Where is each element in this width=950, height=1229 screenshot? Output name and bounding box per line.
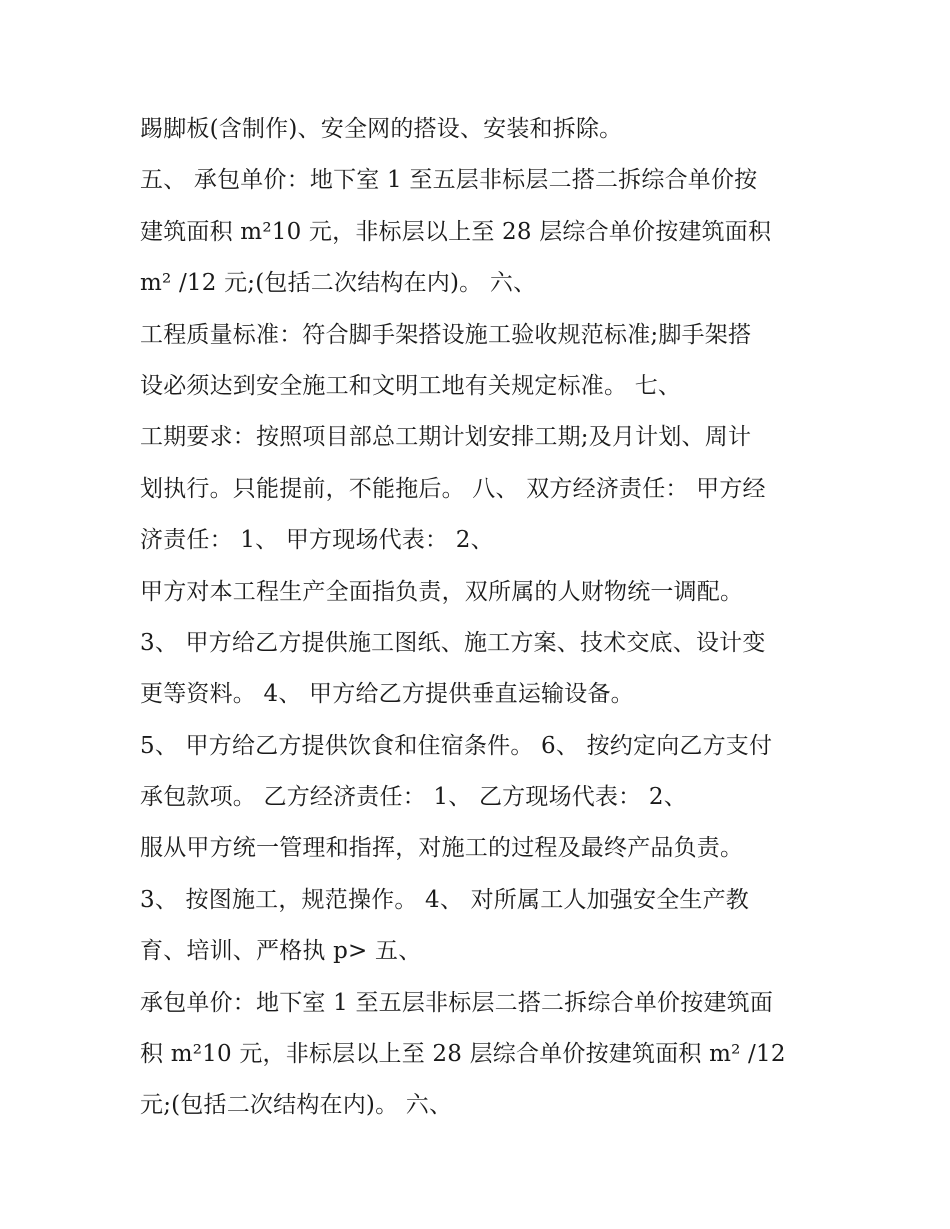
text-line: 积 m²10 元，非标层以上至 28 层综合单价按建筑面积 m² /12 <box>140 1041 786 1068</box>
text-line: 济责任： 1、 甲方现场代表： 2、 <box>140 527 494 554</box>
text-line: 划执行。只能提前，不能拖后。 八、 双方经济责任： 甲方经 <box>140 475 766 502</box>
text-line: 服从甲方统一管理和指挥，对施工的过程及最终产品负责。 <box>140 835 744 862</box>
text-line: 元;(包括二次结构在内)。 六、 <box>140 1092 453 1119</box>
text-line: 踢脚板(含制作)、安全网的搭设、安装和拆除。 <box>140 116 623 142</box>
text-line: 甲方对本工程生产全面指负责，双所属的人财物统一调配。 <box>140 578 744 605</box>
text-line: 五、 承包单价：地下室 1 至五层非标层二搭二拆综合单价按 <box>140 167 758 194</box>
text-line: 更等资料。 4、 甲方给乙方提供垂直运输设备。 <box>140 681 634 708</box>
text-line: 工期要求：按照项目部总工期计划安排工期;及月计划、周计 <box>140 424 752 451</box>
text-line: 5、 甲方给乙方提供饮食和住宿条件。 6、 按约定向乙方支付 <box>140 732 773 759</box>
text-line: 3、 甲方给乙方提供施工图纸、施工方案、技术交底、设计变 <box>140 629 766 656</box>
text-line: 设必须达到安全施工和文明工地有关规定标准。 七、 <box>140 372 682 399</box>
text-line: 承包款项。 乙方经济责任： 1、 乙方现场代表： 2、 <box>140 784 687 811</box>
text-line: m² /12 元;(包括二次结构在内)。 六、 <box>140 270 537 297</box>
text-line: 承包单价：地下室 1 至五层非标层二搭二拆综合单价按建筑面 <box>140 989 774 1016</box>
text-line: 工程质量标准：符合脚手架搭设施工验收规范标准;脚手架搭 <box>140 321 752 348</box>
text-line: 育、培训、严格执 p> 五、 <box>140 938 422 965</box>
text-line: 建筑面积 m²10 元，非标层以上至 28 层综合单价按建筑面积 <box>140 218 772 245</box>
text-line: 3、 按图施工，规范操作。 4、 对所属工人加强安全生产教 <box>140 886 749 913</box>
body-text <box>140 104 820 1132</box>
